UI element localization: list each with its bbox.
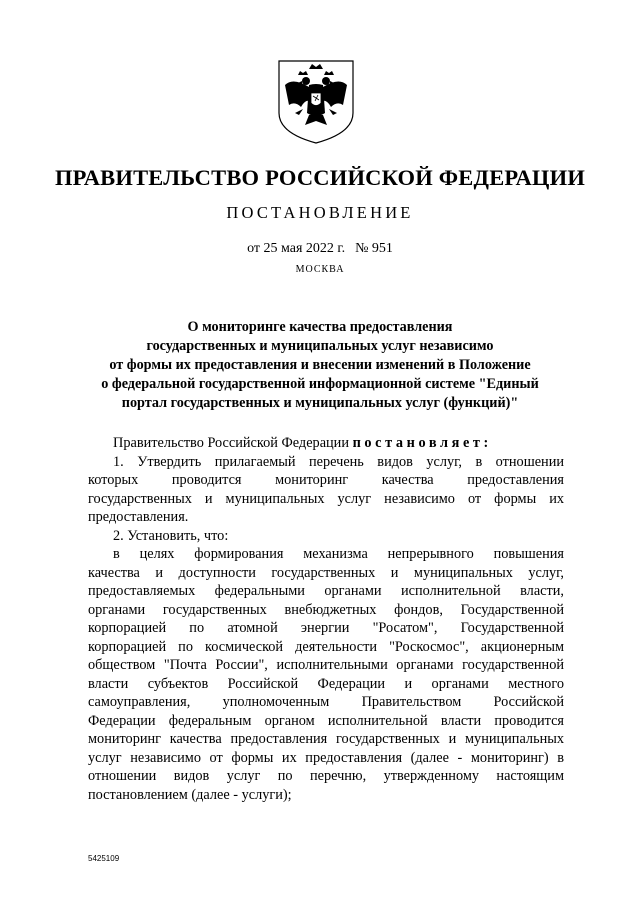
resolves-keyword: постановляет: [352,435,492,451]
paragraph-3-line: в целях формирования механизма непрерывного повышения [113,546,564,562]
heading-line: от формы их предоставления и внесении изменений в Положение [109,357,531,373]
paragraph-3-line: самоуправления, уполномоченным Правительством Российской [88,694,564,710]
paragraph-1-line: 1. Утвердить прилагаемый перечень видов услуг, в отношении [113,453,564,470]
paragraph-1-line: предоставления. [88,509,189,525]
paragraph-3-line: качества и доступности государственных и муниципальных услуг, [88,564,564,581]
intro-paragraph [88,434,564,453]
russian-coat-of-arms-icon [271,55,361,145]
document-heading [60,318,580,413]
paragraph-3-line: власти субъектов Российской Федерации и органами местного [88,675,564,692]
document-code: 5425109 [88,854,120,863]
heading-line: портал государственных и муниципальных услуг (функций)" [121,395,519,411]
paragraph-3-line: отношении видов услуг по перечню, утвержденному настоящим [88,768,564,784]
intro-text: Правительство Российской Федерации [113,435,353,451]
document-date: от 25 мая 2022 г. [247,241,346,256]
paragraph-3-line: обществом "Почта России", исполнительными органами государственной [88,657,564,673]
document-number: № 951 [355,241,393,256]
paragraph-3-line: Федерации федеральным органом исполнительной власти проводится [88,712,564,729]
heading-line: О мониторинге качества предоставления [187,319,453,335]
paragraph-3-line: мониторинг качества предоставления государственных и муниципальных [88,731,564,747]
heading-line: о федеральной государственной информационной системе "Единый [101,376,539,392]
document-body [88,434,564,804]
government-title: ПРАВИТЕЛЬСТВО РОССИЙСКОЙ ФЕДЕРАЦИИ [54,165,586,190]
paragraph-2: 2. Установить, что: [113,527,229,544]
paragraph-3-line: предоставляемых федеральными органами исполнительной власти, [88,583,564,599]
city: МОСКВА [295,264,345,275]
paragraph-3-line: корпорацией по атомной энергии "Росатом", Государственной [88,620,564,636]
paragraph-3-line: постановлением (далее - услуги); [88,786,292,803]
paragraph-3-line: корпорацией по космической деятельности "Роскосмос", акционерным [88,638,564,655]
paragraph-1-line: которых проводится мониторинг качества предоставления [88,472,564,488]
paragraph-3-line: услуг независимо от формы их предоставления (далее - мониторинг) в [88,749,564,766]
paragraph-1-line: государственных и муниципальных услуг независимо от формы их [88,490,564,507]
document-type: ПОСТАНОВЛЕНИЕ [226,203,414,222]
paragraph-3-line: органами государственных внебюджетных фондов, Государственной [88,601,564,618]
heading-line: государственных и муниципальных услуг независимо [146,338,494,354]
date-and-number [0,241,640,257]
